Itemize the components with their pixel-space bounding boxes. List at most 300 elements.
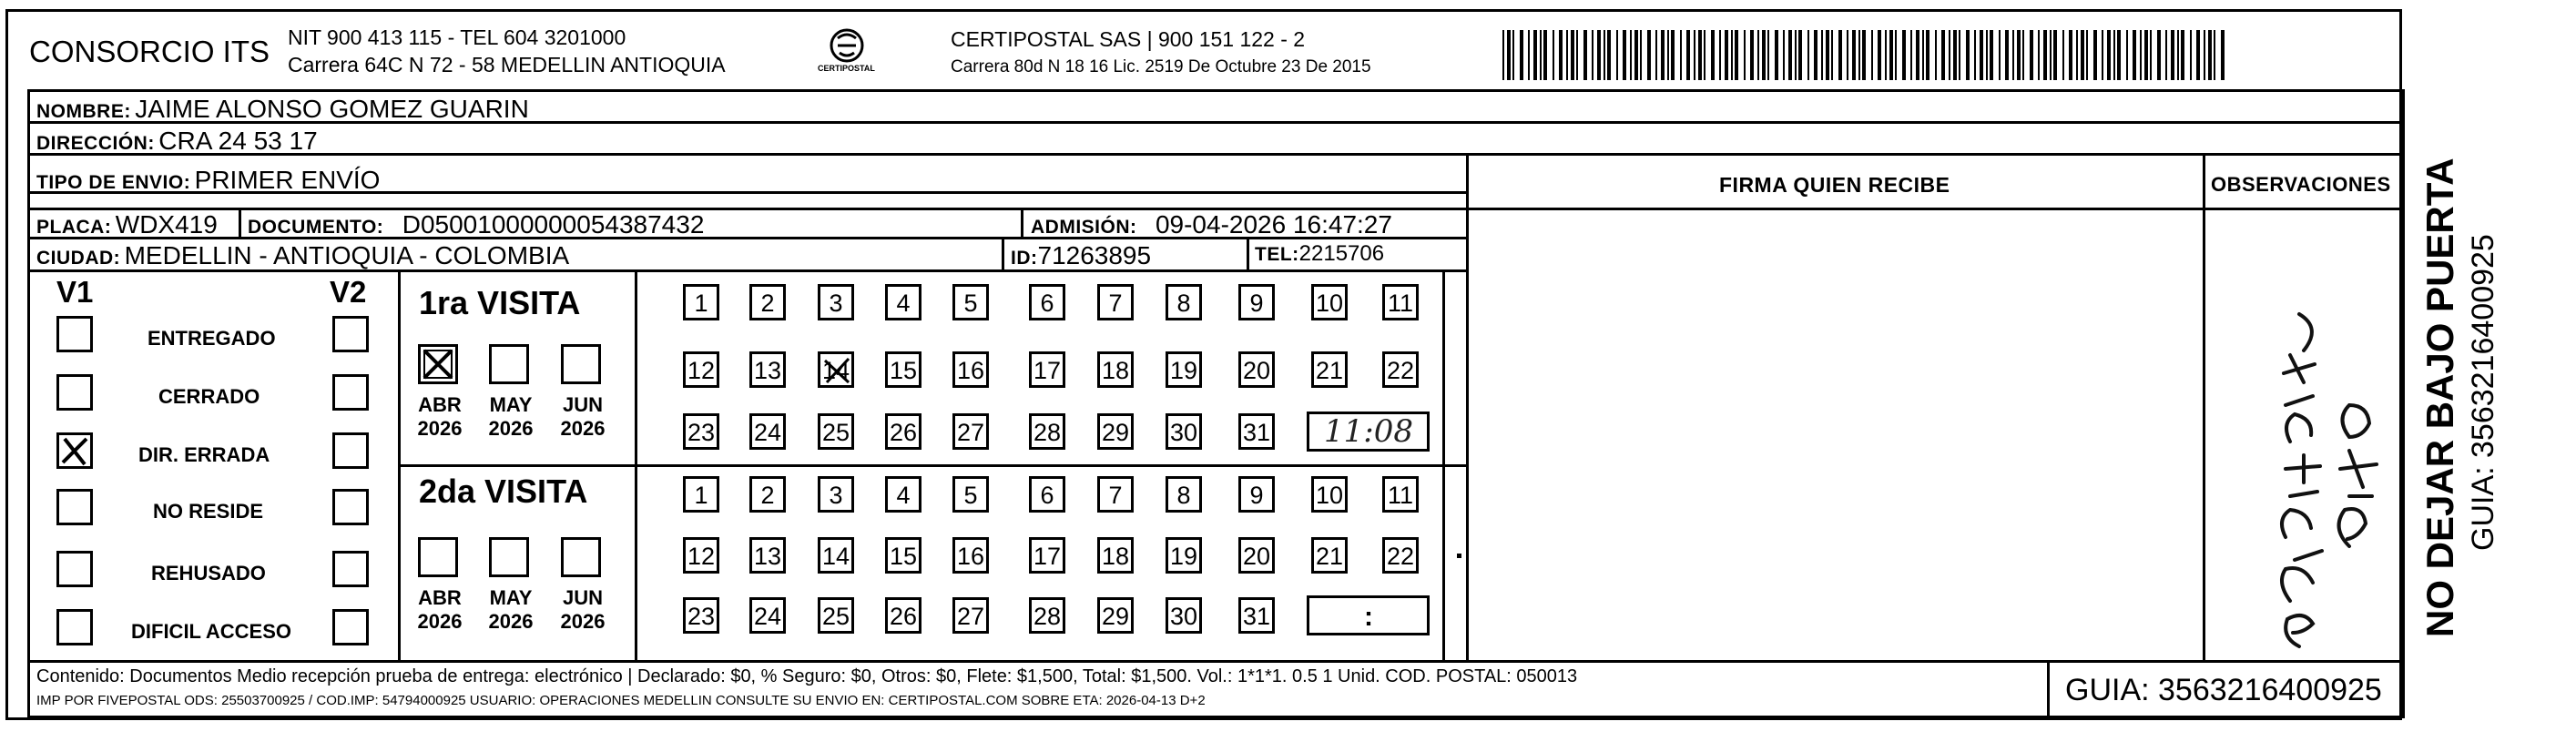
second-visit-title: 2da VISITA (419, 473, 588, 510)
day-number: 29 (1101, 419, 1130, 446)
admision-label: ADMISIÓN: (1031, 217, 1137, 238)
barcode-bar (1566, 30, 1568, 80)
ciudad-value: MEDELLIN - ANTIOQUIA - COLOMBIA (124, 241, 570, 269)
documento-label: DOCUMENTO: (248, 217, 384, 238)
barcode-bar (1878, 30, 1881, 80)
second-visit-day-box[interactable] (952, 597, 989, 634)
day-number: 26 (889, 419, 918, 446)
v1-checkbox[interactable] (56, 316, 93, 352)
footer-line2: IMP POR FIVEPOSTAL ODS: 25503700925 / COD.IMP: 54794000925 USUARIO: OPERACIONES MEDELLIN CONSULTE SU ENVIO EN: CERTIPOSTAL.COM SOBRE ETA: 2026-04-13 D+2 (36, 693, 1206, 708)
day-number: 27 (956, 419, 985, 446)
second-visit-day-box[interactable] (1238, 476, 1275, 513)
barcode-bar (1540, 30, 1542, 80)
v1-checkbox[interactable] (56, 432, 93, 469)
id-label: ID: (1011, 248, 1038, 269)
barcode-bar (1858, 30, 1860, 80)
first-visit-day-box[interactable] (1382, 351, 1419, 388)
v1-checkbox[interactable] (56, 489, 93, 525)
direccion-label: DIRECCIÓN: (36, 133, 155, 154)
first-visit-day-box[interactable] (885, 351, 921, 388)
company-name: CONSORCIO ITS (29, 35, 270, 68)
side-warning: NO DEJAR BAJO PUERTA (2418, 158, 2461, 637)
day-number: 19 (1169, 357, 1198, 384)
day-number: 1 (694, 290, 708, 317)
month-name: ABR (418, 393, 462, 416)
day-number: 14 (821, 357, 850, 384)
observaciones-handwriting (2213, 273, 2395, 655)
first-visit-day-box[interactable] (683, 413, 719, 450)
barcode (1502, 30, 2226, 80)
barcode-bar (2102, 30, 2103, 80)
second-visit-day-box[interactable] (818, 537, 854, 574)
barcode-bar (1941, 30, 1945, 80)
day-number: 25 (821, 419, 850, 446)
barcode-bar (1762, 30, 1766, 80)
first-visit-time-box[interactable] (1307, 412, 1430, 452)
barcode-bar (2214, 30, 2215, 80)
first-visit-month-checkbox[interactable] (418, 344, 458, 384)
day-number: 12 (687, 543, 716, 570)
day-number: 28 (1033, 603, 1062, 630)
second-visit-day-box[interactable] (1097, 597, 1134, 634)
first-visit-day-box[interactable] (1238, 413, 1275, 450)
barcode-bar (1910, 30, 1912, 80)
barcode-bar (2038, 30, 2040, 80)
barcode-bar (1667, 30, 1669, 80)
v1-checkbox[interactable] (56, 609, 93, 645)
second-visit-month-label (554, 586, 612, 634)
barcode-bar (1634, 30, 1638, 80)
first-visit-month-label (482, 393, 540, 441)
v1-header: V1 (56, 275, 94, 309)
day-number: 2 (760, 290, 775, 317)
barcode-bar (2017, 30, 2021, 80)
first-visit-day-box[interactable] (1238, 284, 1275, 320)
barcode-bar (1543, 30, 1547, 80)
day-number: 13 (753, 357, 782, 384)
barcode-image (1502, 30, 2226, 80)
day-number: 20 (1242, 357, 1271, 384)
observaciones-header: OBSERVACIONES (2211, 173, 2391, 196)
barcode-bar (1847, 30, 1848, 80)
second-visit-day-box[interactable] (1029, 476, 1065, 513)
direccion-value: CRA 24 53 17 (158, 127, 318, 155)
barcode-bar (1916, 30, 1919, 80)
barcode-bar (2177, 30, 2179, 80)
day-number: 5 (963, 290, 978, 317)
first-visit-day-box[interactable] (952, 284, 989, 320)
first-visit-day-box[interactable] (1097, 284, 1134, 320)
barcode-bar (2204, 30, 2205, 80)
first-visit-day-box[interactable] (818, 284, 854, 320)
barcode-bar (1895, 30, 1897, 80)
first-visit-month-label (554, 393, 612, 441)
barcode-bar (2150, 30, 2152, 80)
month-year: 2026 (488, 610, 534, 633)
carrier-name: CERTIPOSTAL SAS | 900 151 122 - 2 (951, 27, 1306, 51)
barcode-bar (1507, 30, 1511, 80)
barcode-bar (1719, 30, 1721, 80)
tipo-envio-value: PRIMER ENVÍO (194, 166, 381, 194)
barcode-bar (1711, 30, 1715, 80)
day-number: 12 (687, 357, 716, 384)
barcode-bar (2190, 30, 2192, 80)
barcode-bar (1826, 30, 1829, 80)
first-visit-day-box[interactable] (818, 413, 854, 450)
barcode-bar (2005, 30, 2009, 80)
second-visit-day-box[interactable] (952, 476, 989, 513)
barcode-bar (1623, 30, 1626, 80)
placa-label: PLACA: (36, 217, 112, 238)
day-number: 18 (1101, 357, 1130, 384)
second-visit-day-box[interactable] (1166, 476, 1202, 513)
barcode-bar (2062, 30, 2064, 80)
barcode-bar (2093, 30, 2097, 80)
barcode-bar (1757, 30, 1759, 80)
second-visit-day-box[interactable] (749, 537, 786, 574)
barcode-bar (1852, 30, 1856, 80)
day-number: 4 (896, 482, 911, 509)
second-visit-month-checkbox[interactable] (561, 537, 601, 577)
day-number: 2 (760, 482, 775, 509)
certipostal-logo (810, 25, 883, 76)
barcode-bar (2022, 30, 2024, 80)
tel-label: TEL: (1255, 244, 1299, 265)
month-name: MAY (489, 393, 533, 416)
barcode-bar (2050, 30, 2052, 80)
v1-checkbox[interactable] (56, 374, 93, 411)
handwriting-icon (2213, 273, 2395, 655)
barcode-bar (1576, 30, 1578, 80)
first-visit-day-box[interactable] (1311, 284, 1348, 320)
second-visit-time-box[interactable] (1307, 595, 1430, 635)
first-visit-day-box[interactable] (1166, 351, 1202, 388)
day-number: 9 (1249, 290, 1264, 317)
month-year: 2026 (417, 610, 463, 633)
barcode-bar (1744, 30, 1746, 80)
barcode-bar (1783, 30, 1785, 80)
first-visit-day-box[interactable] (1029, 351, 1065, 388)
v2-checkbox[interactable] (332, 609, 369, 645)
status-label: ENTREGADO (148, 327, 276, 350)
barcode-bar (2208, 30, 2212, 80)
day-number: 7 (1108, 482, 1123, 509)
v2-checkbox[interactable] (332, 551, 369, 587)
v2-checkbox[interactable] (332, 374, 369, 411)
day-number: 8 (1176, 290, 1191, 317)
nombre-value: JAIME ALONSO GOMEZ GUARIN (135, 95, 529, 123)
second-visit-day-box[interactable] (818, 476, 854, 513)
day-number: 9 (1249, 482, 1264, 509)
barcode-bar (1767, 30, 1769, 80)
v2-checkbox[interactable] (332, 432, 369, 469)
day-number: 30 (1169, 603, 1198, 630)
second-visit-day-box[interactable] (952, 537, 989, 574)
barcode-bar (2196, 30, 2200, 80)
second-visit-month-label (482, 586, 540, 634)
day-number: 1 (694, 482, 708, 509)
day-number: 10 (1315, 482, 1344, 509)
barcode-bar (2133, 30, 2136, 80)
barcode-bar (1559, 30, 1563, 80)
barcode-bar (1607, 30, 1611, 80)
first-visit-day-box[interactable] (1029, 413, 1065, 450)
month-year: 2026 (417, 417, 463, 440)
barcode-bar (1528, 30, 1530, 80)
logo-text: CERTIPOSTAL (818, 64, 875, 73)
second-visit-day-box[interactable] (1238, 597, 1275, 634)
day-number: 26 (889, 603, 918, 630)
second-visit-day-box[interactable] (1238, 537, 1275, 574)
second-visit-day-box[interactable] (1097, 476, 1134, 513)
tel-value: 2215706 (1298, 241, 1385, 266)
barcode-bar (1553, 30, 1554, 80)
day-number: 29 (1101, 603, 1130, 630)
day-number: 10 (1315, 290, 1344, 317)
status-label: DIR. ERRADA (138, 443, 270, 466)
second-visit-month-checkbox[interactable] (418, 537, 458, 577)
first-visit-month-checkbox[interactable] (489, 344, 529, 384)
second-visit-day-box[interactable] (885, 476, 921, 513)
status-label: NO RESIDE (153, 500, 264, 523)
barcode-bar (1831, 30, 1833, 80)
barcode-bar (1533, 30, 1537, 80)
day-number: 16 (956, 357, 985, 384)
v2-checkbox[interactable] (332, 489, 369, 525)
second-visit-day-box[interactable] (885, 597, 921, 634)
placa-value: WDX419 (115, 210, 218, 239)
day-number: 6 (1040, 290, 1054, 317)
second-visit-day-box[interactable] (885, 537, 921, 574)
second-visit-day-box[interactable] (683, 476, 719, 513)
first-visit-day-box[interactable] (1097, 351, 1134, 388)
day-number: 17 (1033, 543, 1062, 570)
barcode-bar (1655, 30, 1657, 80)
day-number: 27 (956, 603, 985, 630)
second-visit-day-box[interactable] (683, 597, 719, 634)
barcode-bar (1597, 30, 1601, 80)
day-number: 25 (821, 603, 850, 630)
barcode-bar (1889, 30, 1893, 80)
first-visit-day-box[interactable] (1166, 413, 1202, 450)
v2-header: V2 (330, 275, 367, 309)
barcode-bar (1750, 30, 1754, 80)
barcode-bar (2171, 30, 2174, 80)
month-year: 2026 (488, 417, 534, 440)
barcode-bar (1583, 30, 1587, 80)
day-number: 8 (1176, 482, 1191, 509)
second-visit-month-checkbox[interactable] (489, 537, 529, 577)
day-number: 22 (1386, 543, 1415, 570)
barcode-bar (1990, 30, 1993, 80)
second-visit-day-box[interactable] (1166, 597, 1202, 634)
first-visit-day-box[interactable] (749, 284, 786, 320)
second-visit-day-box[interactable] (1382, 476, 1419, 513)
second-visit-time: : (1364, 602, 1373, 632)
day-number: 24 (753, 419, 782, 446)
company-address: Carrera 64C N 72 - 58 MEDELLIN ANTIOQUIA (288, 53, 726, 76)
day-number: 15 (889, 543, 918, 570)
day-number: 31 (1242, 603, 1271, 630)
day-number: 3 (829, 482, 843, 509)
first-visit-day-box[interactable] (885, 413, 921, 450)
barcode-bar (2140, 30, 2142, 80)
second-visit-day-box[interactable] (749, 597, 786, 634)
first-visit-month-checkbox[interactable] (561, 344, 601, 384)
month-name: MAY (489, 586, 533, 609)
v1-checkbox[interactable] (56, 551, 93, 587)
side-guia: GUIA: 3563216400925 (2466, 234, 2500, 551)
barcode-bar (2086, 30, 2088, 80)
barcode-bar (2012, 30, 2014, 80)
second-visit-month-label (411, 586, 469, 634)
barcode-bar (1592, 30, 1593, 80)
barcode-bar (1661, 30, 1665, 80)
barcode-bar (1922, 30, 1924, 80)
first-visit-time: 11:08 (1324, 413, 1413, 450)
barcode-bar (1604, 30, 1605, 80)
day-number: 15 (889, 357, 918, 384)
check-x-icon (421, 347, 455, 381)
barcode-bar (1953, 30, 1957, 80)
day-number: 19 (1169, 543, 1198, 570)
documento-value: D05001000000054387432 (402, 210, 705, 239)
check-x-icon (59, 435, 90, 466)
footer-guia: GUIA: 3563216400925 (2065, 673, 2382, 707)
first-visit-day-box[interactable] (749, 413, 786, 450)
barcode-bar (1671, 30, 1675, 80)
barcode-bar (1999, 30, 2001, 80)
day-number: 16 (956, 543, 985, 570)
barcode-bar (1640, 30, 1642, 80)
barcode-bar (2157, 30, 2161, 80)
second-visit-day-box[interactable] (1311, 476, 1348, 513)
id-value: 71263895 (1037, 241, 1152, 269)
status-label: DIFICIL ACCESO (131, 620, 292, 643)
barcode-bar (1959, 30, 1960, 80)
barcode-bar (2126, 30, 2128, 80)
first-visit-day-box[interactable] (952, 351, 989, 388)
barcode-bar (2144, 30, 2148, 80)
barcode-bar (2165, 30, 2167, 80)
barcode-bar (1647, 30, 1651, 80)
barcode-bar (2107, 30, 2111, 80)
barcode-bar (1571, 30, 1574, 80)
first-visit-day-box[interactable] (749, 351, 786, 388)
barcode-bar (2069, 30, 2072, 80)
carrier-address: Carrera 80d N 18 16 Lic. 2519 De Octubre 23 De 2015 (951, 57, 1371, 76)
barcode-bar (1788, 30, 1792, 80)
firma-header: FIRMA QUIEN RECIBE (1719, 173, 1950, 197)
v2-checkbox[interactable] (332, 316, 369, 352)
barcode-bar (2081, 30, 2084, 80)
first-visit-day-box[interactable] (952, 413, 989, 450)
day-number: 6 (1040, 482, 1054, 509)
second-visit-day-box[interactable] (1029, 597, 1065, 634)
barcode-bar (2043, 30, 2047, 80)
status-label: CERRADO (158, 385, 260, 408)
barcode-bar (1502, 30, 1504, 80)
second-visit-day-box[interactable] (818, 597, 854, 634)
first-visit-day-box[interactable] (683, 284, 719, 320)
second-visit-day-box[interactable] (683, 537, 719, 574)
barcode-bar (2076, 30, 2078, 80)
day-number: 13 (753, 543, 782, 570)
first-visit-day-box[interactable] (1166, 284, 1202, 320)
first-visit-day-box[interactable] (818, 351, 854, 388)
second-visit-day-box[interactable] (1311, 537, 1348, 574)
barcode-bar (1686, 30, 1690, 80)
day-number: 22 (1386, 357, 1415, 384)
second-visit-day-box[interactable] (1029, 537, 1065, 574)
day-number: 11 (1387, 290, 1414, 317)
day-number: 24 (753, 603, 782, 630)
first-visit-title: 1ra VISITA (419, 284, 581, 321)
tipo-envio-label: TIPO DE ENVIO: (36, 172, 191, 193)
second-visit-day-box[interactable] (749, 476, 786, 513)
barcode-bar (1630, 30, 1632, 80)
day-number: 11 (1387, 482, 1414, 509)
first-visit-day-box[interactable] (1238, 351, 1275, 388)
status-label: REHUSADO (151, 562, 266, 584)
barcode-bar (1871, 30, 1873, 80)
day-number: 30 (1169, 419, 1198, 446)
barcode-bar (1814, 30, 1817, 80)
first-visit-day-box[interactable] (885, 284, 921, 320)
second-visit-day-box[interactable] (1166, 537, 1202, 574)
day-number: 4 (896, 290, 911, 317)
barcode-bar (1795, 30, 1797, 80)
barcode-bar (1885, 30, 1887, 80)
first-visit-day-box[interactable] (1097, 413, 1134, 450)
barcode-bar (2030, 30, 2033, 80)
second-visit-day-box[interactable] (1097, 537, 1134, 574)
day-number: 21 (1315, 543, 1344, 570)
barcode-bar (1704, 30, 1705, 80)
barcode-bar (2113, 30, 2115, 80)
day-number: 28 (1033, 419, 1062, 446)
barcode-bar (1735, 30, 1738, 80)
first-visit-day-box[interactable] (1382, 284, 1419, 320)
first-visit-day-box[interactable] (683, 351, 719, 388)
admision-value: 09-04-2026 16:47:27 (1155, 210, 1392, 239)
day-number: 7 (1108, 290, 1123, 317)
barcode-bar (2053, 30, 2057, 80)
day-number: 31 (1242, 419, 1271, 446)
first-visit-day-box[interactable] (1029, 284, 1065, 320)
barcode-bar (1862, 30, 1866, 80)
barcode-bar (1935, 30, 1937, 80)
month-name: JUN (562, 586, 603, 609)
barcode-bar (1616, 30, 1618, 80)
day-number: 20 (1242, 543, 1271, 570)
barcode-bar (1986, 30, 1988, 80)
nombre-label: NOMBRE: (36, 101, 131, 122)
day-number: 23 (687, 603, 716, 630)
day-number: 14 (821, 543, 850, 570)
first-visit-month-label (411, 393, 469, 441)
month-name: ABR (418, 586, 462, 609)
barcode-bar (1520, 30, 1523, 80)
second-visit-day-box[interactable] (1382, 537, 1419, 574)
barcode-bar (1680, 30, 1682, 80)
company-nit: NIT 900 413 115 - TEL 604 3201000 (288, 25, 626, 49)
month-year: 2026 (560, 417, 606, 440)
barcode-bar (2181, 30, 2184, 80)
day-number: 23 (687, 419, 716, 446)
first-visit-day-box[interactable] (1311, 351, 1348, 388)
day-number: 21 (1315, 357, 1344, 384)
